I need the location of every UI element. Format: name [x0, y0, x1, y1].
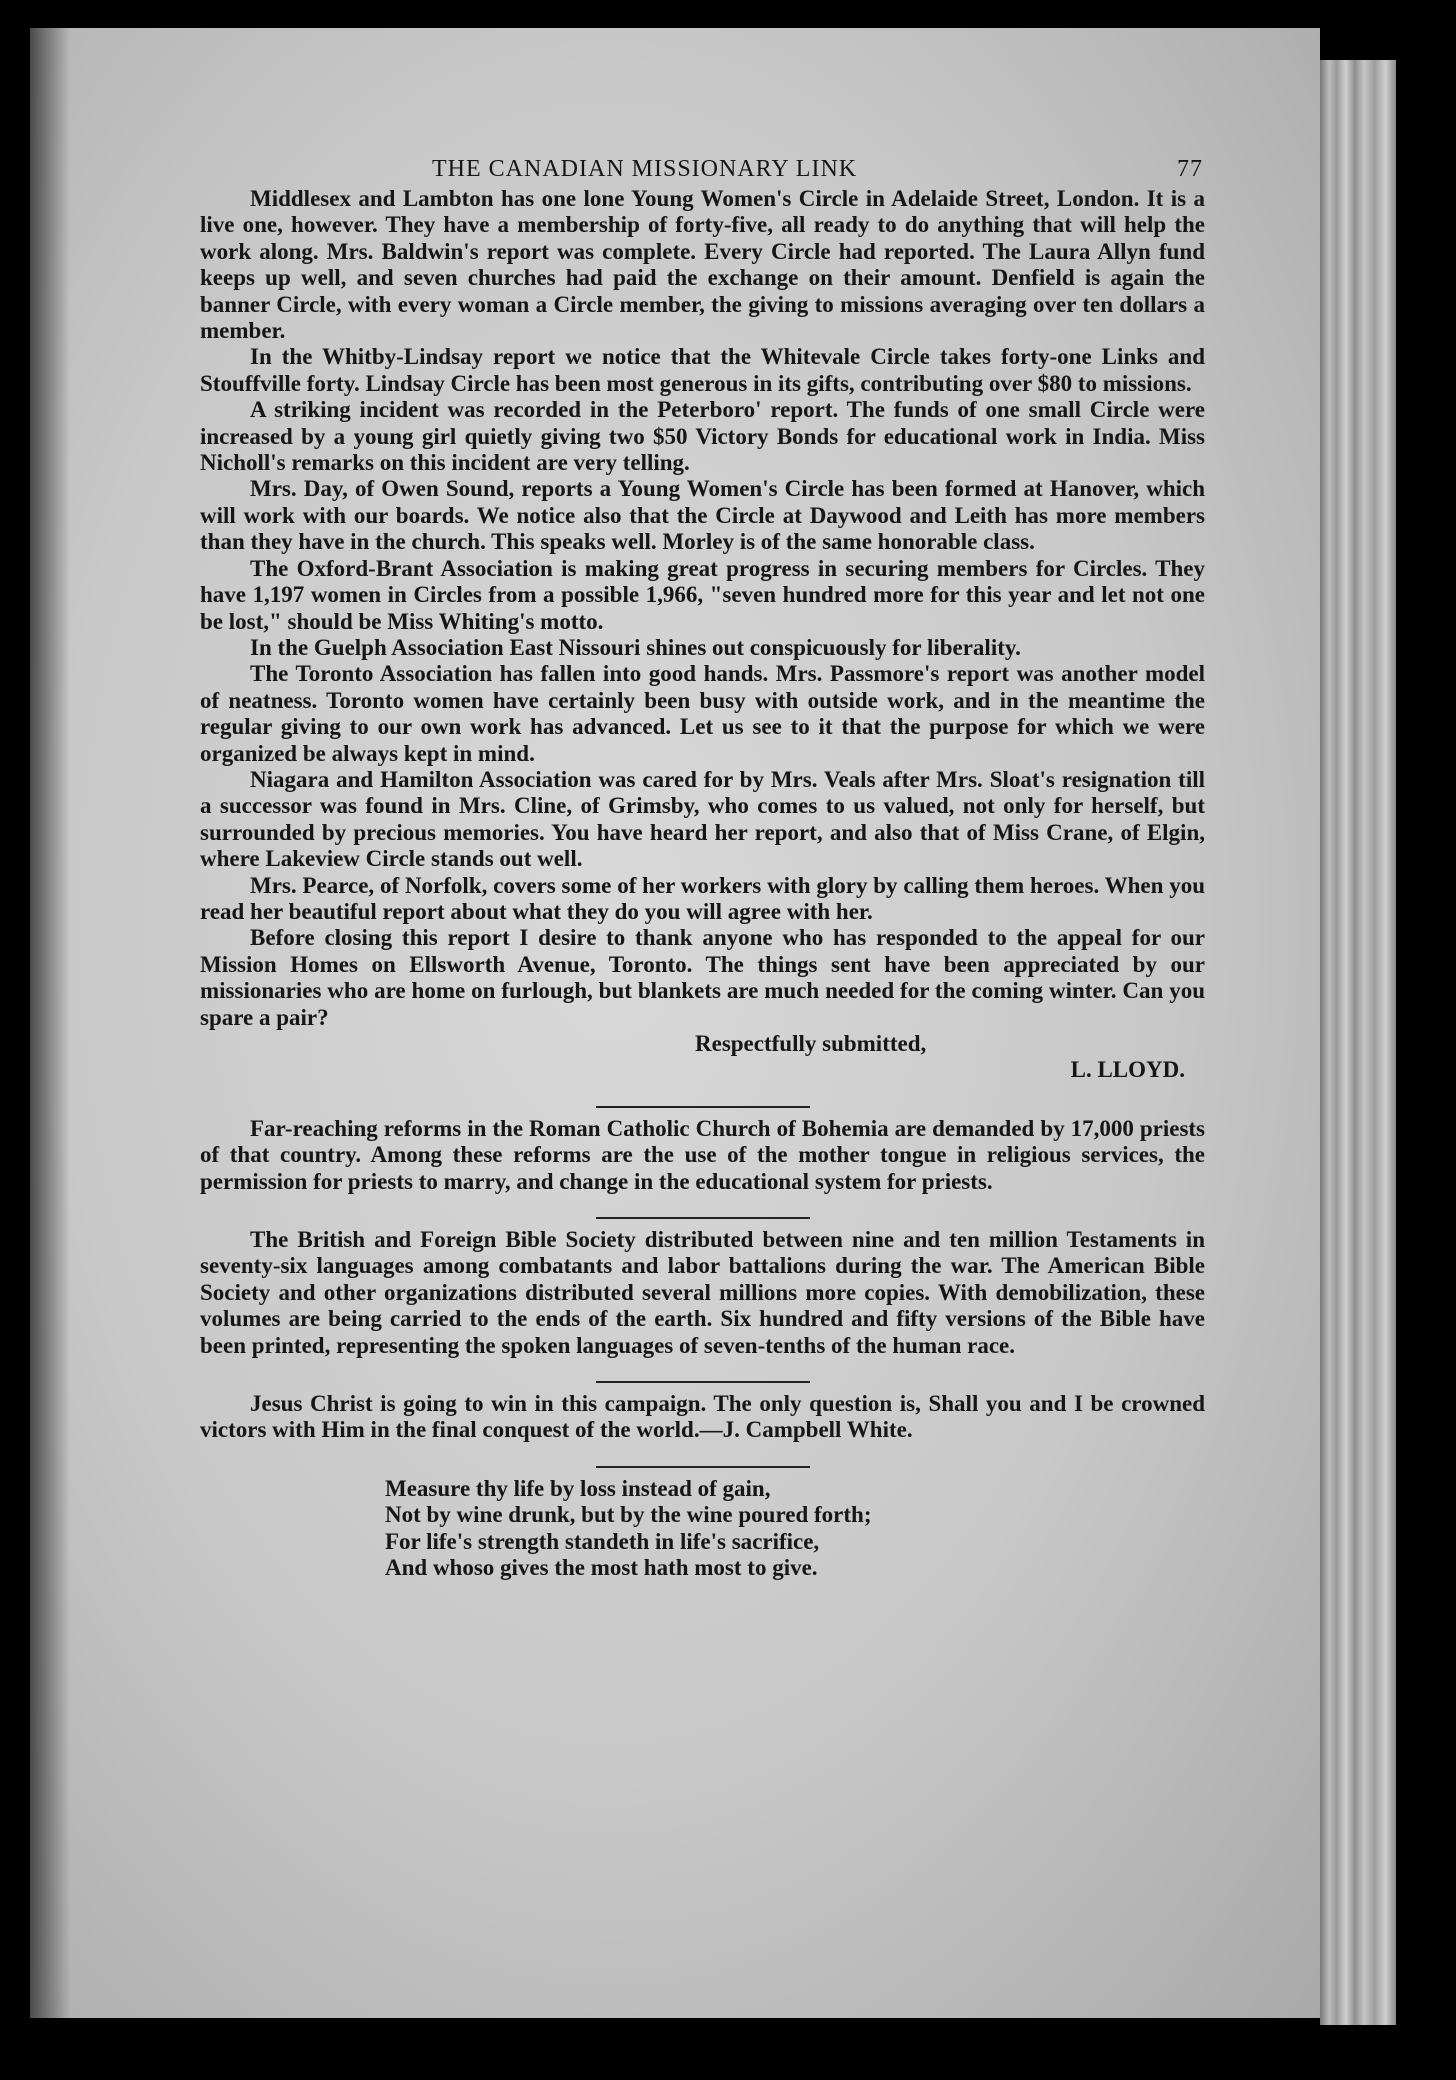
page-edge-shadow	[30, 28, 70, 2018]
news-item-bible-society	[200, 1227, 1205, 1359]
poem-line: For life's strength standeth in life's sacrifice,	[385, 1528, 820, 1554]
running-header	[200, 150, 1205, 186]
report-paragraph: Niagara and Hamilton Association was cared for by Mrs. Veals after Mrs. Sloat's resignation till a successor was found in Mrs. Cline, of Grimsby, who comes to us valued, not only for herself, but surrounded by precious memories. You have heard her report, and also that of Miss Crane, of Elgin, where Lakeview Circle stands out well.	[200, 766, 1205, 872]
journal-title: THE CANADIAN MISSIONARY LINK	[432, 156, 858, 182]
section-divider	[596, 1106, 810, 1108]
poem-line: Not by wine drunk, but by the wine poured forth;	[385, 1502, 872, 1528]
section-divider	[596, 1381, 810, 1383]
poem-line: And whoso gives the most hath most to give.	[385, 1555, 818, 1581]
report-paragraph: A striking incident was recorded in the Peterboro' report. The funds of one small Circle were increased by a young girl quietly giving two $50 Victory Bonds for educational work in India. Miss Nicholl's remarks on this incident are very telling.	[200, 397, 1205, 476]
report-paragraph: In the Whitby-Lindsay report we notice that the Whitevale Circle takes forty-one Links and Stouffville forty. Lindsay Circle has been most generous in its gifts, contributing over $80 to missions.	[200, 344, 1205, 396]
section-divider	[596, 1466, 810, 1468]
poem-line: Measure thy life by loss instead of gain,	[385, 1475, 771, 1501]
report-paragraph: Mrs. Pearce, of Norfolk, covers some of her workers with glory by calling them heroes. When you read her beautiful report about what they do you will agree with her.	[200, 872, 1205, 924]
report-paragraph: The Oxford-Brant Association is making great progress in securing members for Circles. They have 1,197 women in Circles from a possible 1,966, "seven hundred more for this year and let not one be lost," should be Miss Whiting's motto.	[200, 555, 1205, 634]
poem	[200, 1476, 1205, 1582]
page-content	[200, 150, 1205, 1582]
news-text: The British and Foreign Bible Society distributed between nine and ten million Testaments in seventy-six languages among combatants and labor battalions during the war. The American Bible Society and other organizations distributed several millions more copies. With demobilization, these volumes are being carried to the ends of the earth. Six hundred and fifty versions of the Bible have been printed, representing the spoken languages of seven-tenths of the human race.	[200, 1227, 1205, 1358]
page-number: 77	[1177, 156, 1203, 182]
report-paragraph: Mrs. Day, of Owen Sound, reports a Young Women's Circle has been formed at Hanover, which will work with our boards. We notice also that the Circle at Daywood and Leith has more members than they have in the church. This speaks well. Morley is of the same honorable class.	[200, 476, 1205, 555]
news-text: Far-reaching reforms in the Roman Catholic Church of Bohemia are demanded by 17,000 priests of that country. Among these reforms are the use of the mother tongue in religious services, the permission for priests to marry, and change in the educational system for priests.	[200, 1115, 1205, 1194]
report-paragraph: The Toronto Association has fallen into good hands. Mrs. Passmore's report was another model of neatness. Toronto women have certainly been busy with outside work, and in the meantime the regular giving to our own work has advanced. Let us see to it that the purpose for which we were organized be always kept in mind.	[200, 661, 1205, 766]
news-item-bohemia	[200, 1116, 1205, 1195]
report-paragraph: In the Guelph Association East Nissouri shines out conspicuously for liberality.	[250, 634, 1021, 660]
closing-line: Respectfully submitted,	[695, 1031, 927, 1056]
quote-text: Jesus Christ is going to win in this campaign. The only question is, Shall you and I be crowned victors with Him in the final conquest of the world.—J. Campbell White.	[200, 1391, 1205, 1443]
section-divider	[596, 1217, 810, 1219]
book-spine	[1320, 60, 1396, 2025]
report-paragraph: Middlesex and Lambton has one lone Young Women's Circle in Adelaide Street, London. It is a live one, however. They have a membership of forty-five, all ready to do anything that will help the work along. Mrs. Baldwin's report was complete. Every Circle had reported. The Laura Allyn fund keeps up well, and seven churches had paid the exchange on their amount. Denfield is again the banner Circle, with every woman a Circle member, the giving to missions averaging over ten dollars a member.	[200, 186, 1205, 344]
quote-campbell-white	[200, 1391, 1205, 1444]
association-report	[200, 186, 1205, 1084]
signature: L. LLOYD.	[1070, 1057, 1185, 1083]
report-paragraph: Before closing this report I desire to thank anyone who has responded to the appeal for our Mission Homes on Ellsworth Avenue, Toronto. The things sent have been appreciated by our missionaries who are home on furlough, but blankets are much needed for the coming winter. Can you spare a pair?	[200, 925, 1205, 1030]
